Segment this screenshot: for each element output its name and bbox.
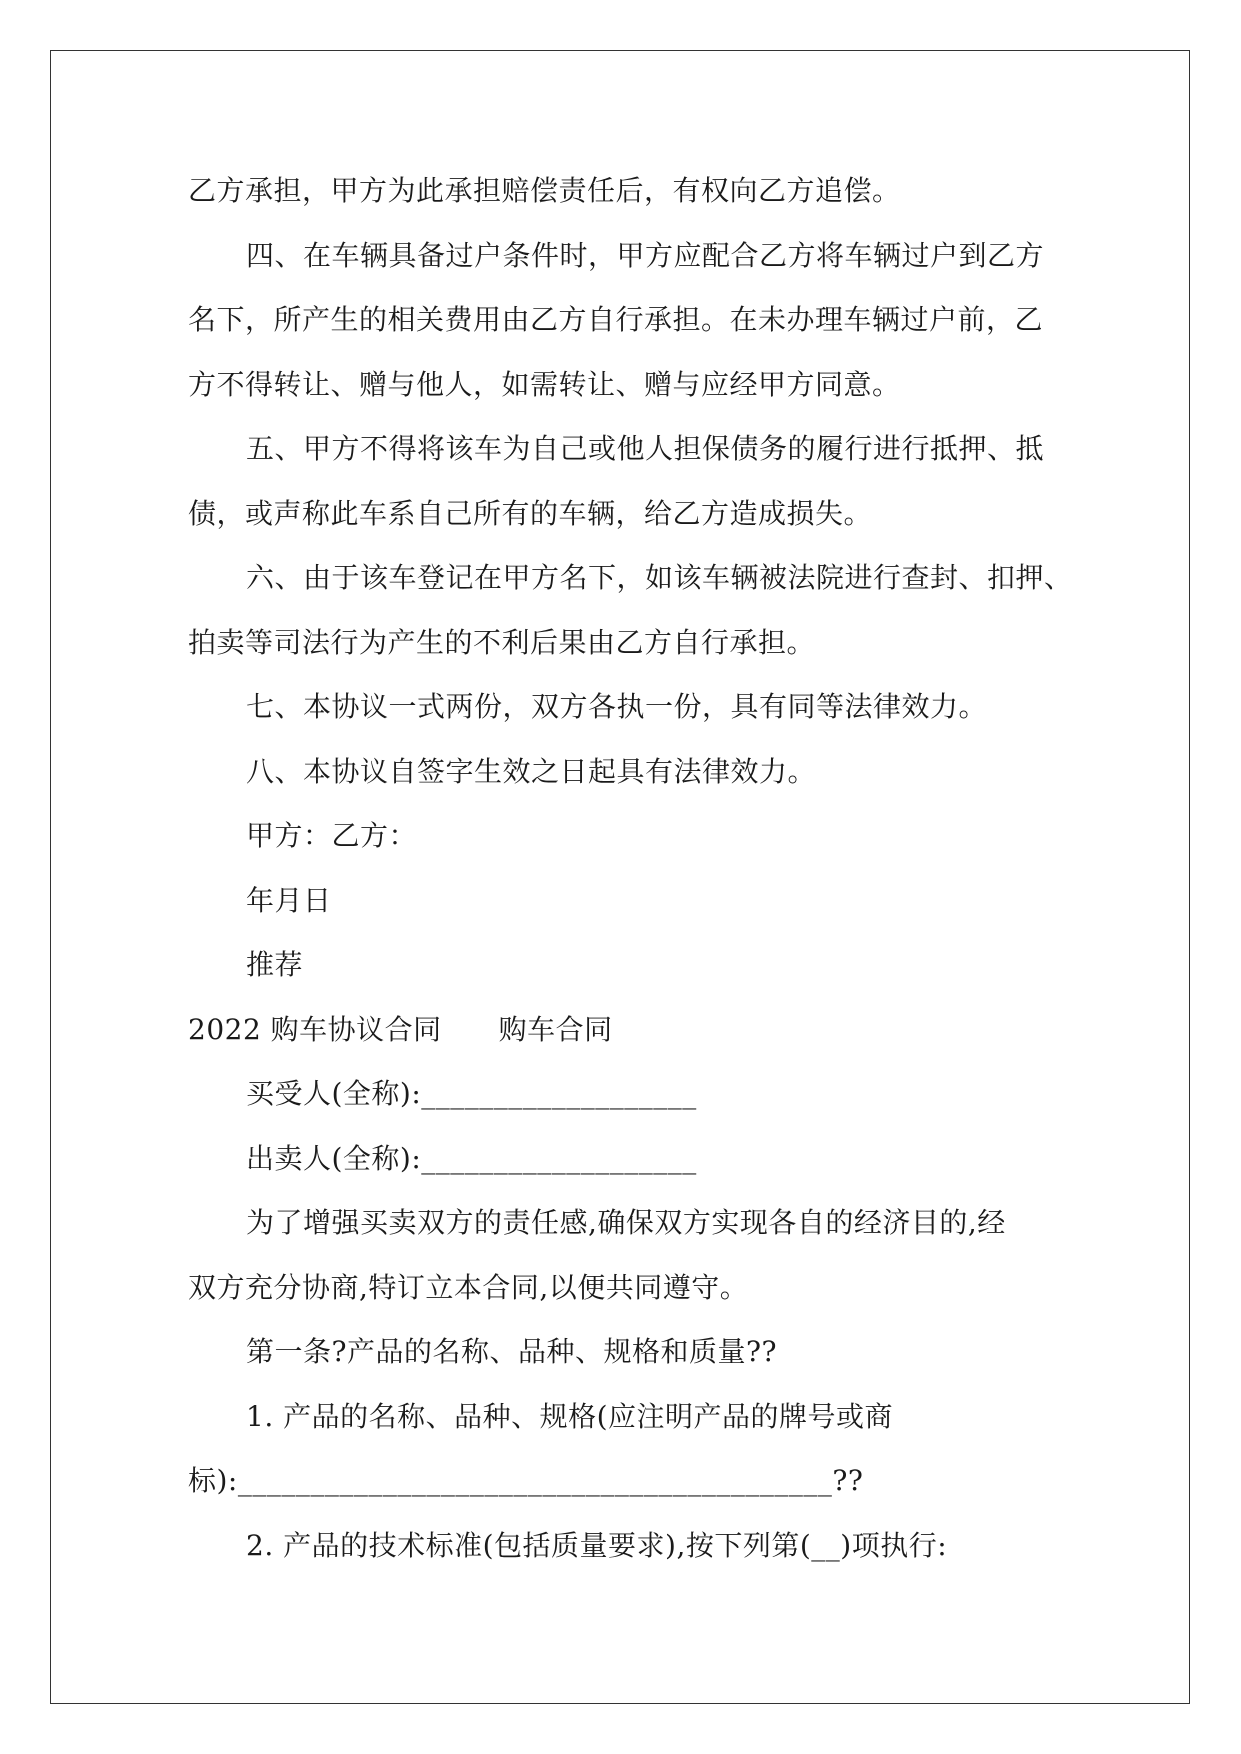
- signature-parties: 甲方：乙方：: [246, 819, 418, 852]
- article-1-item-1-line-1: 1. 产品的名称、品种、规格(应注明产品的牌号或商: [246, 1399, 894, 1433]
- text-line-1: 乙方承担，甲方为此承担赔偿责任后，有权向乙方追偿。: [188, 174, 901, 207]
- clause-5-line-2: 债，或声称此车系自己所有的车辆，给乙方造成损失。: [188, 496, 873, 530]
- clause-4-line-1: 四、在车辆具备过户条件时，甲方应配合乙方将车辆过户到乙方: [246, 238, 1045, 272]
- signature-date: 年月日: [246, 883, 332, 917]
- seller-field: 出卖人(全称):___________________: [246, 1141, 697, 1175]
- buyer-field: 买受人(全称):___________________: [246, 1077, 697, 1110]
- clause-7: 七、本协议一式两份，双方各执一份，具有同等法律效力。: [246, 690, 988, 723]
- preamble-line-1: 为了增强买卖双方的责任感,确保双方实现各自的经济目的,经: [246, 1206, 1006, 1239]
- article-1-item-2: 2. 产品的技术标准(包括质量要求),按下列第(__)项执行:: [246, 1528, 948, 1562]
- document-body: [188, 159, 1073, 1578]
- clause-4-line-3: 方不得转让、赠与他人，如需转让、赠与应经甲方同意。: [188, 367, 901, 401]
- clause-8: 八、本协议自签字生效之日起具有法律效力。: [246, 754, 817, 788]
- article-1-item-1-line-2: 标):_________________________________________??: [188, 1464, 864, 1497]
- preamble-line-2: 双方充分协商,特订立本合同,以便共同遵守。: [188, 1270, 749, 1304]
- clause-6-line-1: 六、由于该车登记在甲方名下，如该车辆被法院进行查封、扣押、: [246, 561, 1073, 594]
- article-1-heading: 第一条?产品的名称、品种、规格和质量??: [246, 1335, 778, 1368]
- clause-5-line-1: 五、甲方不得将该车为自己或他人担保债务的履行进行抵押、抵: [246, 432, 1045, 465]
- recommend-label: 推荐: [246, 948, 304, 981]
- clause-4-line-2: 名下，所产生的相关费用由乙方自行承担。在未办理车辆过户前，乙: [188, 303, 1044, 336]
- clause-6-line-2: 拍卖等司法行为产生的不利后果由乙方自行承担。: [188, 625, 816, 659]
- contract-title: 2022 购车协议合同 购车合同: [188, 1012, 613, 1046]
